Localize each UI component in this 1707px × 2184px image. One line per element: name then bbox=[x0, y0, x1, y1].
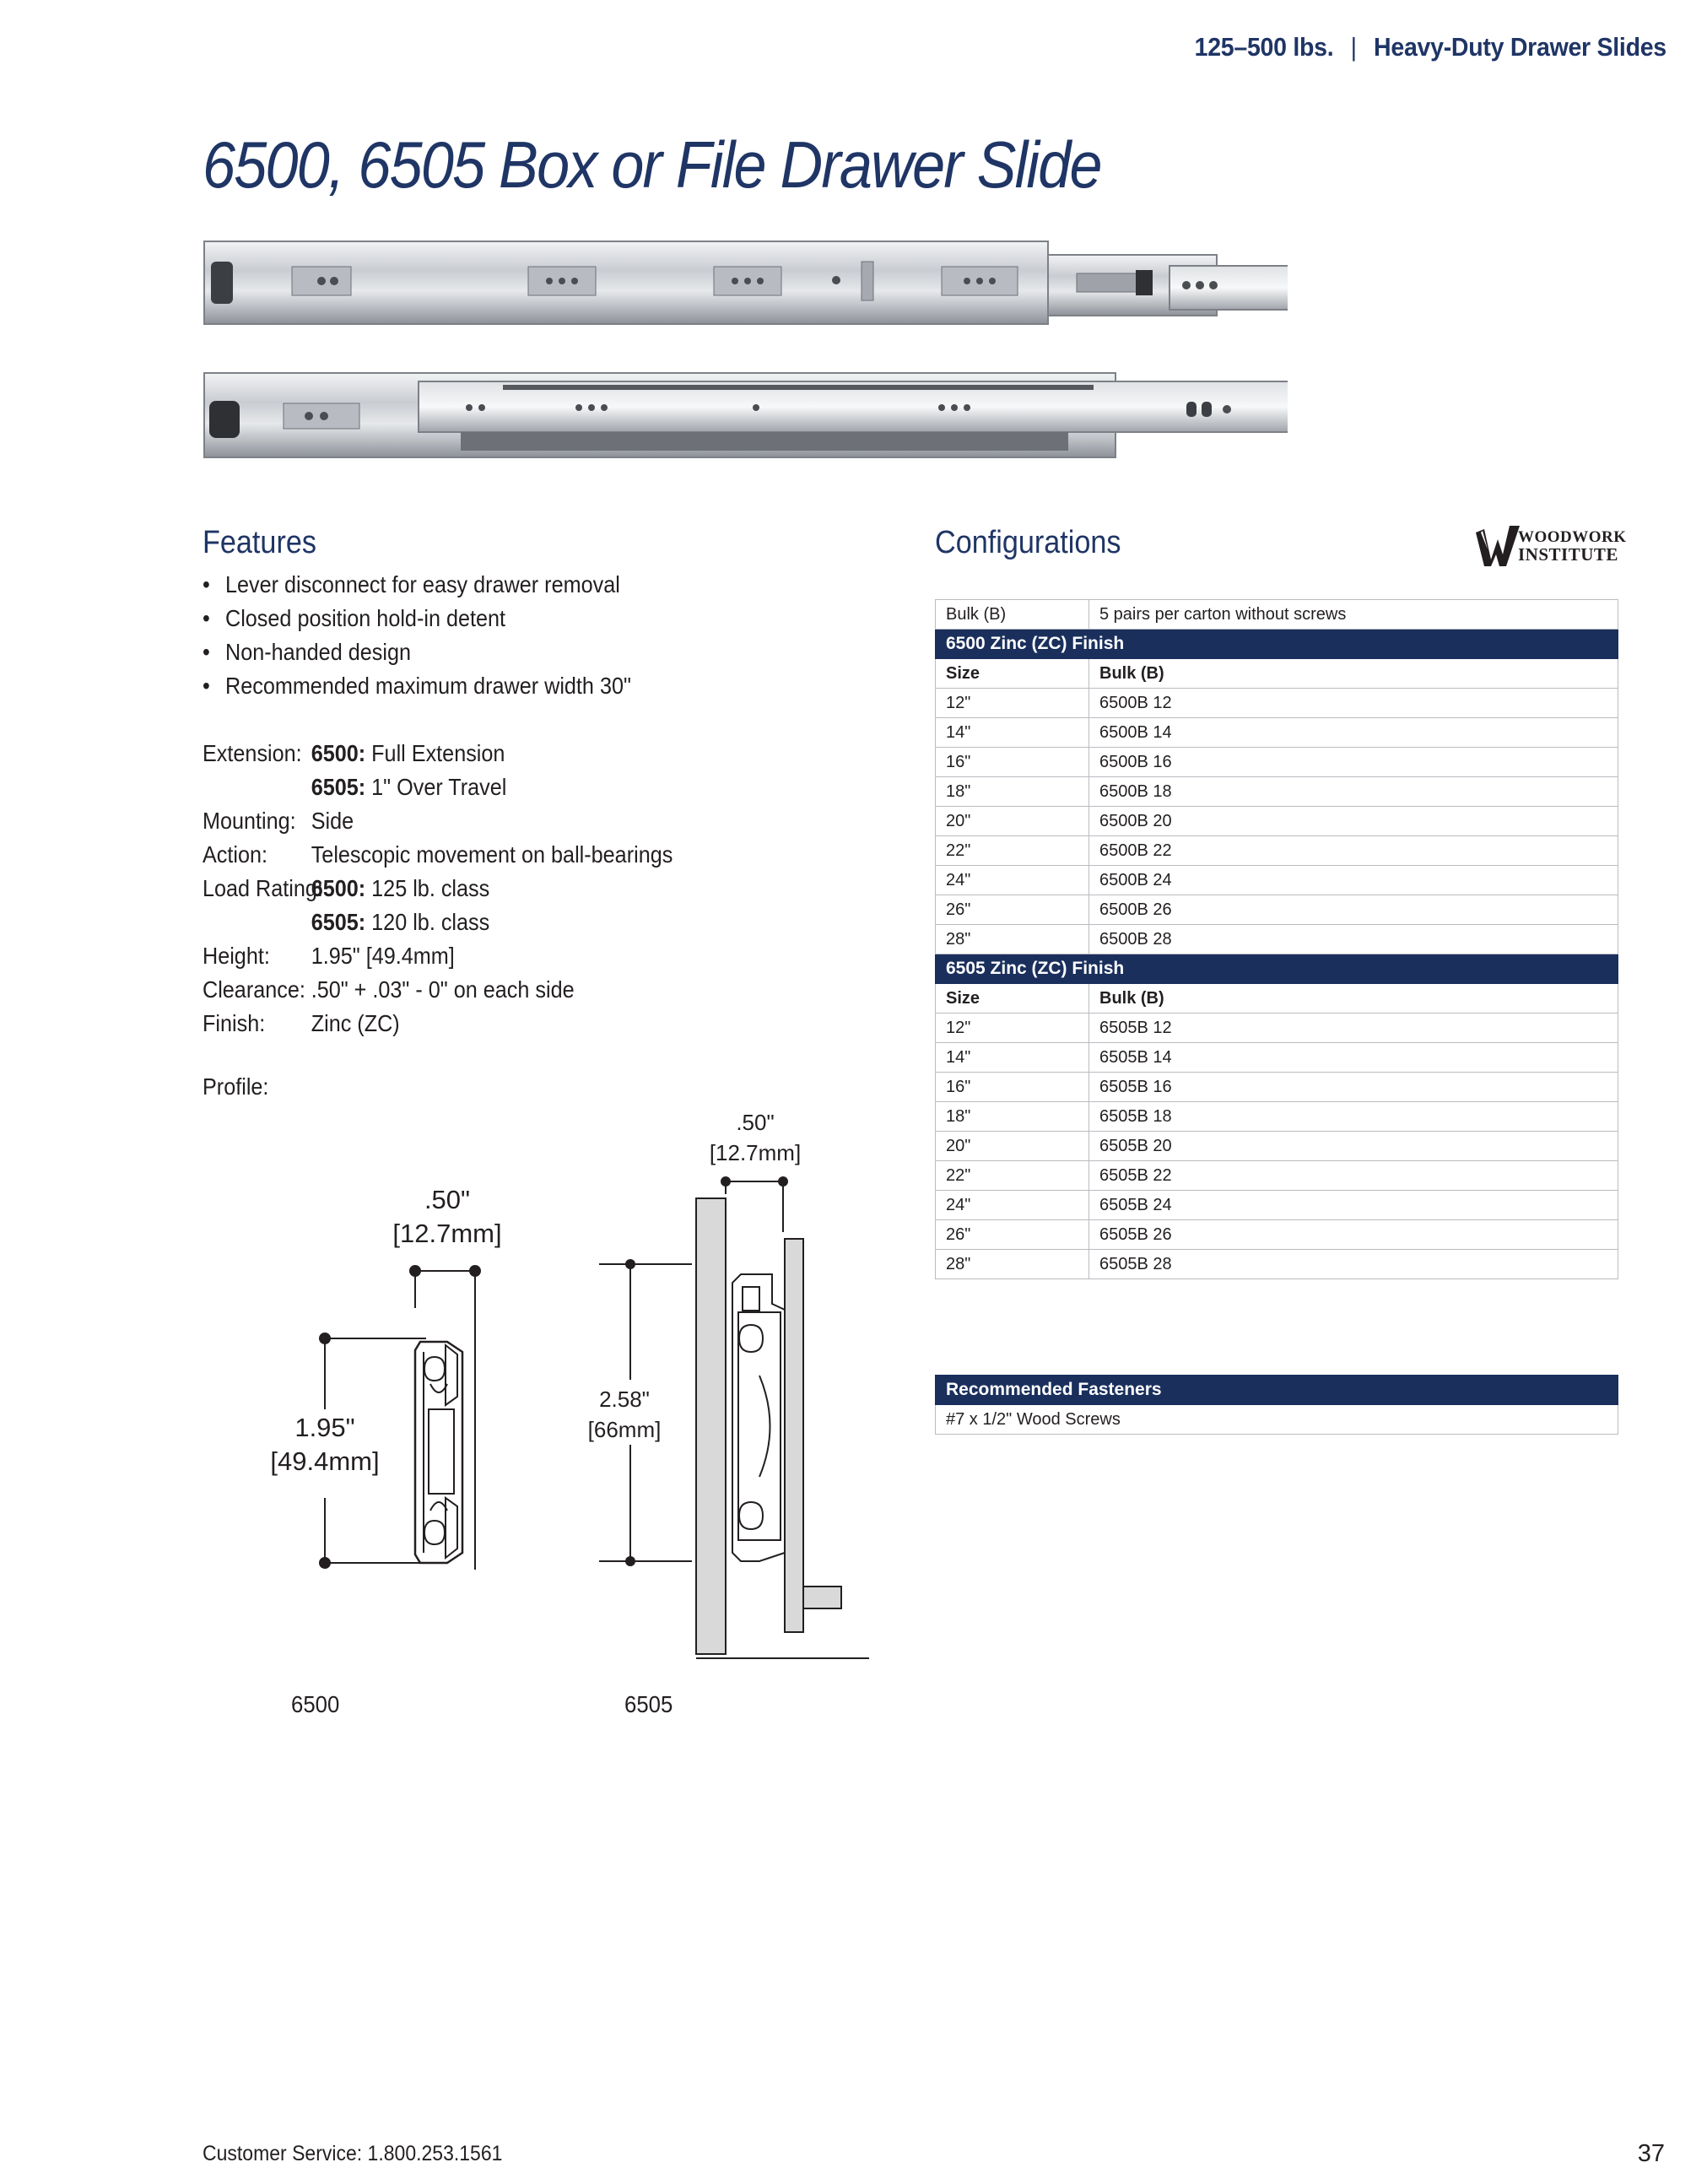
spec-row: Clearance: .50" + .03" - 0" on each side bbox=[203, 976, 575, 1003]
logo-line1: WOODWORK bbox=[1518, 528, 1627, 546]
table-row: 28" 6500B 28 bbox=[936, 925, 1618, 954]
spec-row: 6505: 120 lb. class bbox=[311, 909, 490, 935]
spec-row: Finish: Zinc (ZC) bbox=[203, 1010, 400, 1036]
table-row: 18" 6500B 18 bbox=[936, 777, 1618, 807]
group-band-6505: 6505 Zinc (ZC) Finish bbox=[936, 954, 1618, 984]
table-row: 22" 6500B 22 bbox=[936, 836, 1618, 866]
feature-item: • Non-handed design bbox=[203, 635, 631, 669]
table-row: 26" 6500B 26 bbox=[936, 895, 1618, 925]
table-row: 16" 6500B 16 bbox=[936, 748, 1618, 777]
table-row: 20" 6500B 20 bbox=[936, 807, 1618, 836]
table-row: 24" 6505B 24 bbox=[936, 1191, 1618, 1220]
features-list bbox=[203, 568, 678, 703]
fasteners-item: #7 x 1/2" Wood Screws bbox=[936, 1405, 1618, 1435]
d6500-height-label: 1.95" [49.4mm] bbox=[270, 1413, 380, 1476]
table-row: 22" 6505B 22 bbox=[936, 1161, 1618, 1191]
running-header bbox=[1195, 32, 1666, 62]
feature-item: • Lever disconnect for easy drawer removal bbox=[203, 568, 631, 602]
spec-row: Extension: 6500: Full Extension bbox=[203, 740, 505, 766]
table-row: 12" 6505B 12 bbox=[936, 1014, 1618, 1043]
configurations-heading: Configurations bbox=[935, 525, 1121, 560]
woodwork-institute-logo bbox=[1472, 521, 1627, 571]
table-row: 16" 6505B 16 bbox=[936, 1073, 1618, 1102]
fasteners-table bbox=[935, 1375, 1618, 1435]
d6505-profile-drawing bbox=[591, 1165, 878, 1671]
d6500-width-label: .50" [12.7mm] bbox=[392, 1185, 502, 1248]
spec-list bbox=[203, 737, 725, 1041]
group-band-6500: 6500 Zinc (ZC) Finish bbox=[936, 630, 1618, 659]
table-row: 12" 6500B 12 bbox=[936, 689, 1618, 718]
fasteners-heading: Recommended Fasteners bbox=[936, 1376, 1618, 1405]
configurations-table bbox=[935, 599, 1618, 1279]
d6505-width-label: .50" [12.7mm] bbox=[709, 1110, 802, 1165]
header-category: Heavy-Duty Drawer Slides bbox=[1374, 32, 1666, 62]
spec-row: Load Rating: 6500: 125 lb. class bbox=[203, 875, 490, 901]
d6500-profile-drawing bbox=[312, 1257, 498, 1578]
feature-item: • Recommended maximum drawer width 30" bbox=[203, 669, 631, 703]
table-row: 24" 6500B 24 bbox=[936, 866, 1618, 895]
bulk-row: Bulk (B) 5 pairs per carton without screws bbox=[936, 600, 1618, 630]
table-row: 18" 6505B 18 bbox=[936, 1102, 1618, 1132]
woodwork-institute-emblem bbox=[1472, 521, 1523, 571]
customer-service: Customer Service: 1.800.253.1561 bbox=[203, 2142, 503, 2165]
header-separator: | bbox=[1350, 32, 1357, 62]
page-number: 37 bbox=[1637, 2140, 1665, 2167]
d6500-caption: 6500 bbox=[291, 1691, 340, 1717]
profile-label: Profile: bbox=[203, 1073, 269, 1100]
page-title: 6500, 6505 Box or File Drawer Slide bbox=[203, 127, 1101, 202]
drawer-slide-photo bbox=[199, 236, 1288, 477]
table-row: 14" 6505B 14 bbox=[936, 1043, 1618, 1073]
spec-row: Height: 1.95" [49.4mm] bbox=[203, 943, 455, 969]
table-row: 14" 6500B 14 bbox=[936, 718, 1618, 748]
table-row: 28" 6505B 28 bbox=[936, 1250, 1618, 1279]
spec-row: 6505: 1" Over Travel bbox=[311, 774, 507, 800]
table-header-row: Size Bulk (B) bbox=[936, 984, 1618, 1014]
logo-line2: INSTITUTE bbox=[1518, 544, 1618, 565]
feature-item: • Closed position hold-in detent bbox=[203, 602, 631, 635]
features-heading: Features bbox=[203, 525, 316, 560]
d6505-caption: 6505 bbox=[624, 1691, 673, 1717]
weight-range: 125–500 lbs. bbox=[1194, 32, 1334, 62]
spec-row: Mounting: Side bbox=[203, 808, 354, 834]
d6505-height-label: 2.58" [66mm] bbox=[587, 1387, 662, 1442]
table-header-row: Size Bulk (B) bbox=[936, 659, 1618, 689]
table-row: 20" 6505B 20 bbox=[936, 1132, 1618, 1161]
table-row: 26" 6505B 26 bbox=[936, 1220, 1618, 1250]
spec-row: Action: Telescopic movement on ball-bearings bbox=[203, 841, 673, 868]
